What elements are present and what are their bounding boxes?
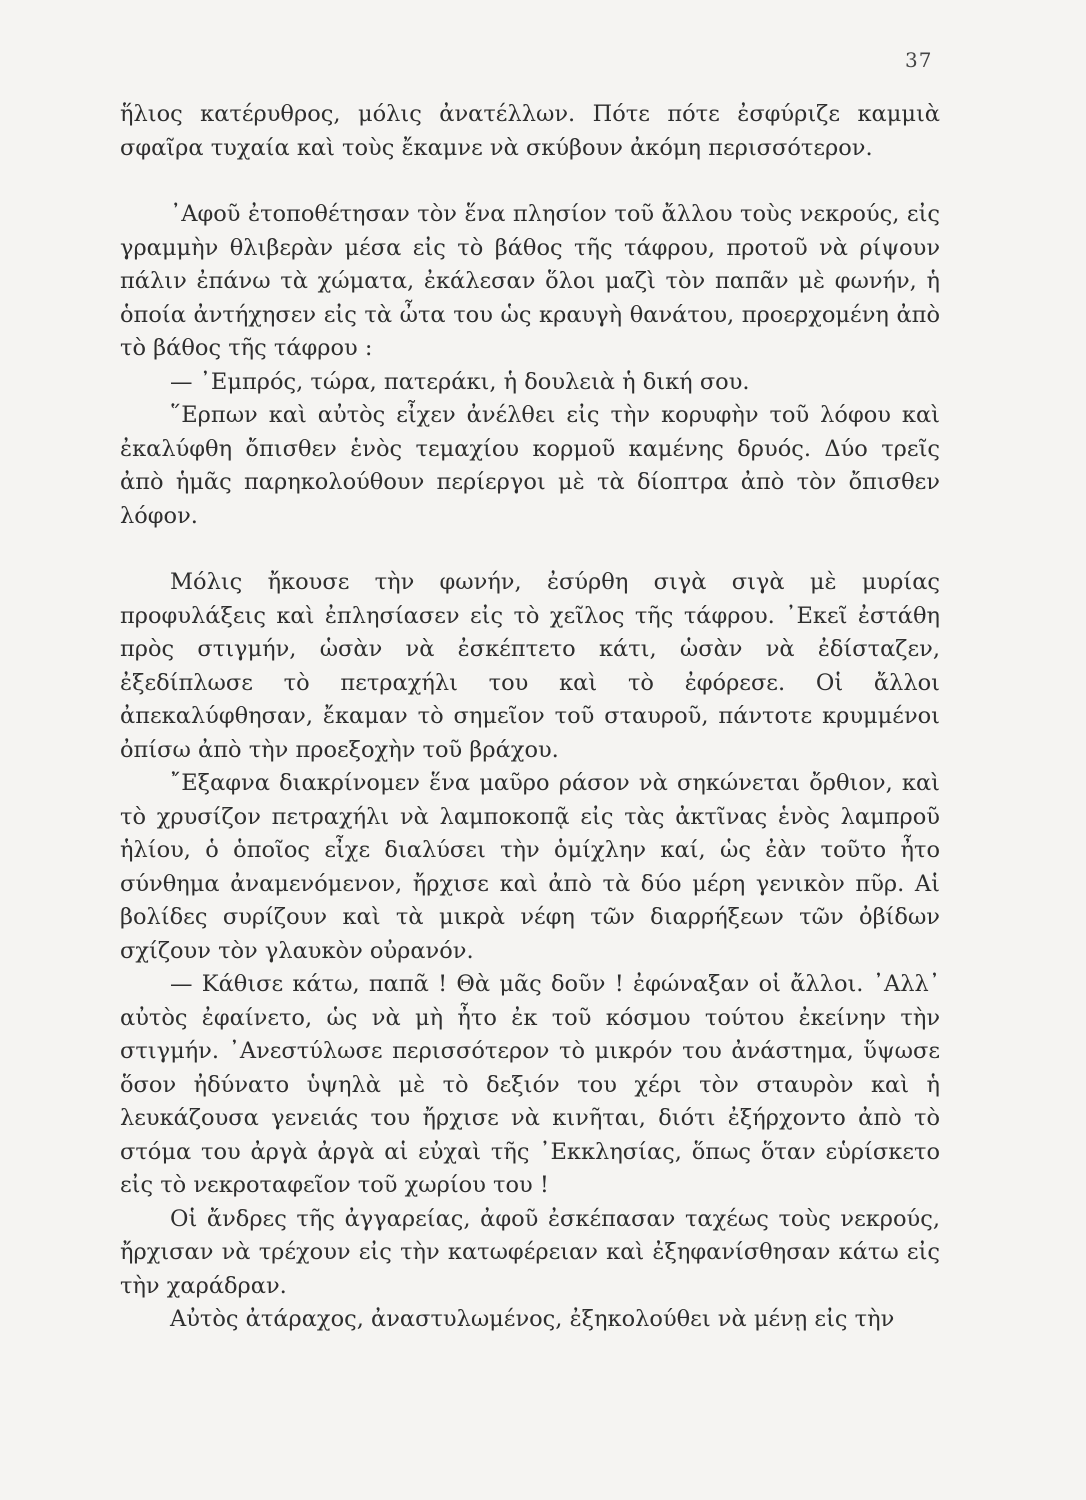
paragraph: Μόλις ἤκουσε τὴν φωνήν, ἐσύρθη σιγὰ σιγὰ μὲ μυρίας προφυλάξεις καὶ ἐπλησίασεν εἰς τὸ χεῖλος τῆς τάφρου. ᾿Εκεῖ ἐστάθη πρὸς στιγμήν, ὡσὰν νὰ ἐσκέπτετο κάτι, ὡσὰν νὰ ἐδίσταζεν, ἐξεδίπλωσε τὸ πετραχήλι του καὶ τὸ ἐφόρεσε. Οἱ ἄλλοι ἀπεκαλύφθησαν, ἔκαμαν τὸ σημεῖον τοῦ σταυροῦ, πάντοτε κρυμμένοι ὀπίσω ἀπὸ τὴν προεξοχὴν τοῦ βράχου.	[120, 569, 940, 763]
paragraph: ᾿Αφοῦ ἐτοποθέτησαν τὸν ἕνα πλησίον τοῦ ἄλλου τοὺς νεκρούς, εἰς γραμμὴν θλιβερὰν μέσα εἰς τὸ βάθος τῆς τάφρου, προτοῦ νὰ ρίψουν πάλιν ἐπάνω τὰ χώματα, ἐκάλεσαν ὅλοι μαζὶ τὸν παπᾶν μὲ φωνήν, ἡ ὁποία ἀντήχησεν εἰς τὰ ὦτα του ὡς κραυγὴ θανάτου, προερχομένη ἀπὸ τὸ βάθος τῆς τάφρου :	[120, 201, 940, 361]
paragraph: Οἱ ἄνδρες τῆς ἀγγαρείας, ἀφοῦ ἐσκέπασαν ταχέως τοὺς νεκρούς, ἤρχισαν νὰ τρέχουν εἰς τὴν κατωφέρειαν καὶ ἐξηφανίσθησαν κάτω εἰς τὴν χαράδραν.	[120, 1205, 940, 1299]
paragraph: ἥλιος κατέρυθρος, μόλις ἀνατέλλων. Πότε πότε ἐσφύριζε καμμιὰ σφαῖρα τυχαία καὶ τοὺς ἔκαμνε νὰ σκύβουν ἀκόμη περισσότερον.	[120, 101, 940, 161]
paragraph: — ᾿Εμπρός, τώρα, πατεράκι, ἡ δουλειὰ ἡ δική σου.	[170, 368, 750, 395]
body-text	[120, 98, 940, 1337]
page-number: 37	[905, 48, 933, 72]
paragraph: ῞Ερπων καὶ αὐτὸς εἶχεν ἀνέλθει εἰς τὴν κορυφὴν τοῦ λόφου καὶ ἐκαλύφθη ὄπισθεν ἑνὸς τεμαχίου κορμοῦ καμένης δρυός. Δύο τρεῖς ἀπὸ ἡμᾶς παρηκολούθουν περίεργοι μὲ τὰ δίοπτρα ἀπὸ τὸν ὄπισθεν λόφον.	[120, 402, 940, 529]
paragraph: Αὐτὸς ἀτάραχος, ἀναστυλωμένος, ἐξηκολούθει νὰ μένῃ εἰς τὴν	[170, 1306, 895, 1332]
paragraph: ῎Εξαφνα διακρίνομεν ἕνα μαῦρο ράσον νὰ σηκώνεται ὄρθιον, καὶ τὸ χρυσίζον πετραχήλι νὰ λαμποκοπᾷ εἰς τὰς ἀκτῖνας ἑνὸς λαμπροῦ ἡλίου, ὁ ὁποῖος εἶχε διαλύσει τὴν ὁμίχλην καί, ὡς ἐὰν τοῦτο ἦτο σύνθημα ἀναμενόμενον, ἤρχισε καὶ ἀπὸ τὰ δύο μέρη γενικὸν πῦρ. Αἱ βολίδες συρίζουν καὶ τὰ μικρὰ νέφη τῶν διαρρήξεων τῶν ὀβίδων σχίζουν τὸν γλαυκὸν οὐρανόν.	[120, 770, 940, 964]
paragraph: — Κάθισε κάτω, παπᾶ ! Θὰ μᾶς δοῦν ! ἐφώναξαν οἱ ἄλλοι. ᾿Αλλ᾿ αὐτὸς ἐφαίνετο, ὡς νὰ μὴ ἦτο ἐκ τοῦ κόσμου τούτου ἐκείνην τὴν στιγμήν. ᾿Ανεστύλωσε περισσότερον τὸ μικρόν του ἀνάστημα, ὕψωσε ὅσον ἠδύνατο ὑψηλὰ μὲ τὸ δεξιόν του χέρι τὸν σταυρὸν καὶ ἡ λευκάζουσα γενειάς του ἤρχισε νὰ κινῆται, διότι ἐξήρχοντο ἀπὸ τὸ στόμα του ἀργὰ ἀργὰ αἱ εὐχαὶ τῆς ᾿Εκκλησίας, ὅπως ὅταν εὑρίσκετο εἰς τὸ νεκροταφεῖον τοῦ χωρίου του !	[120, 971, 940, 1198]
